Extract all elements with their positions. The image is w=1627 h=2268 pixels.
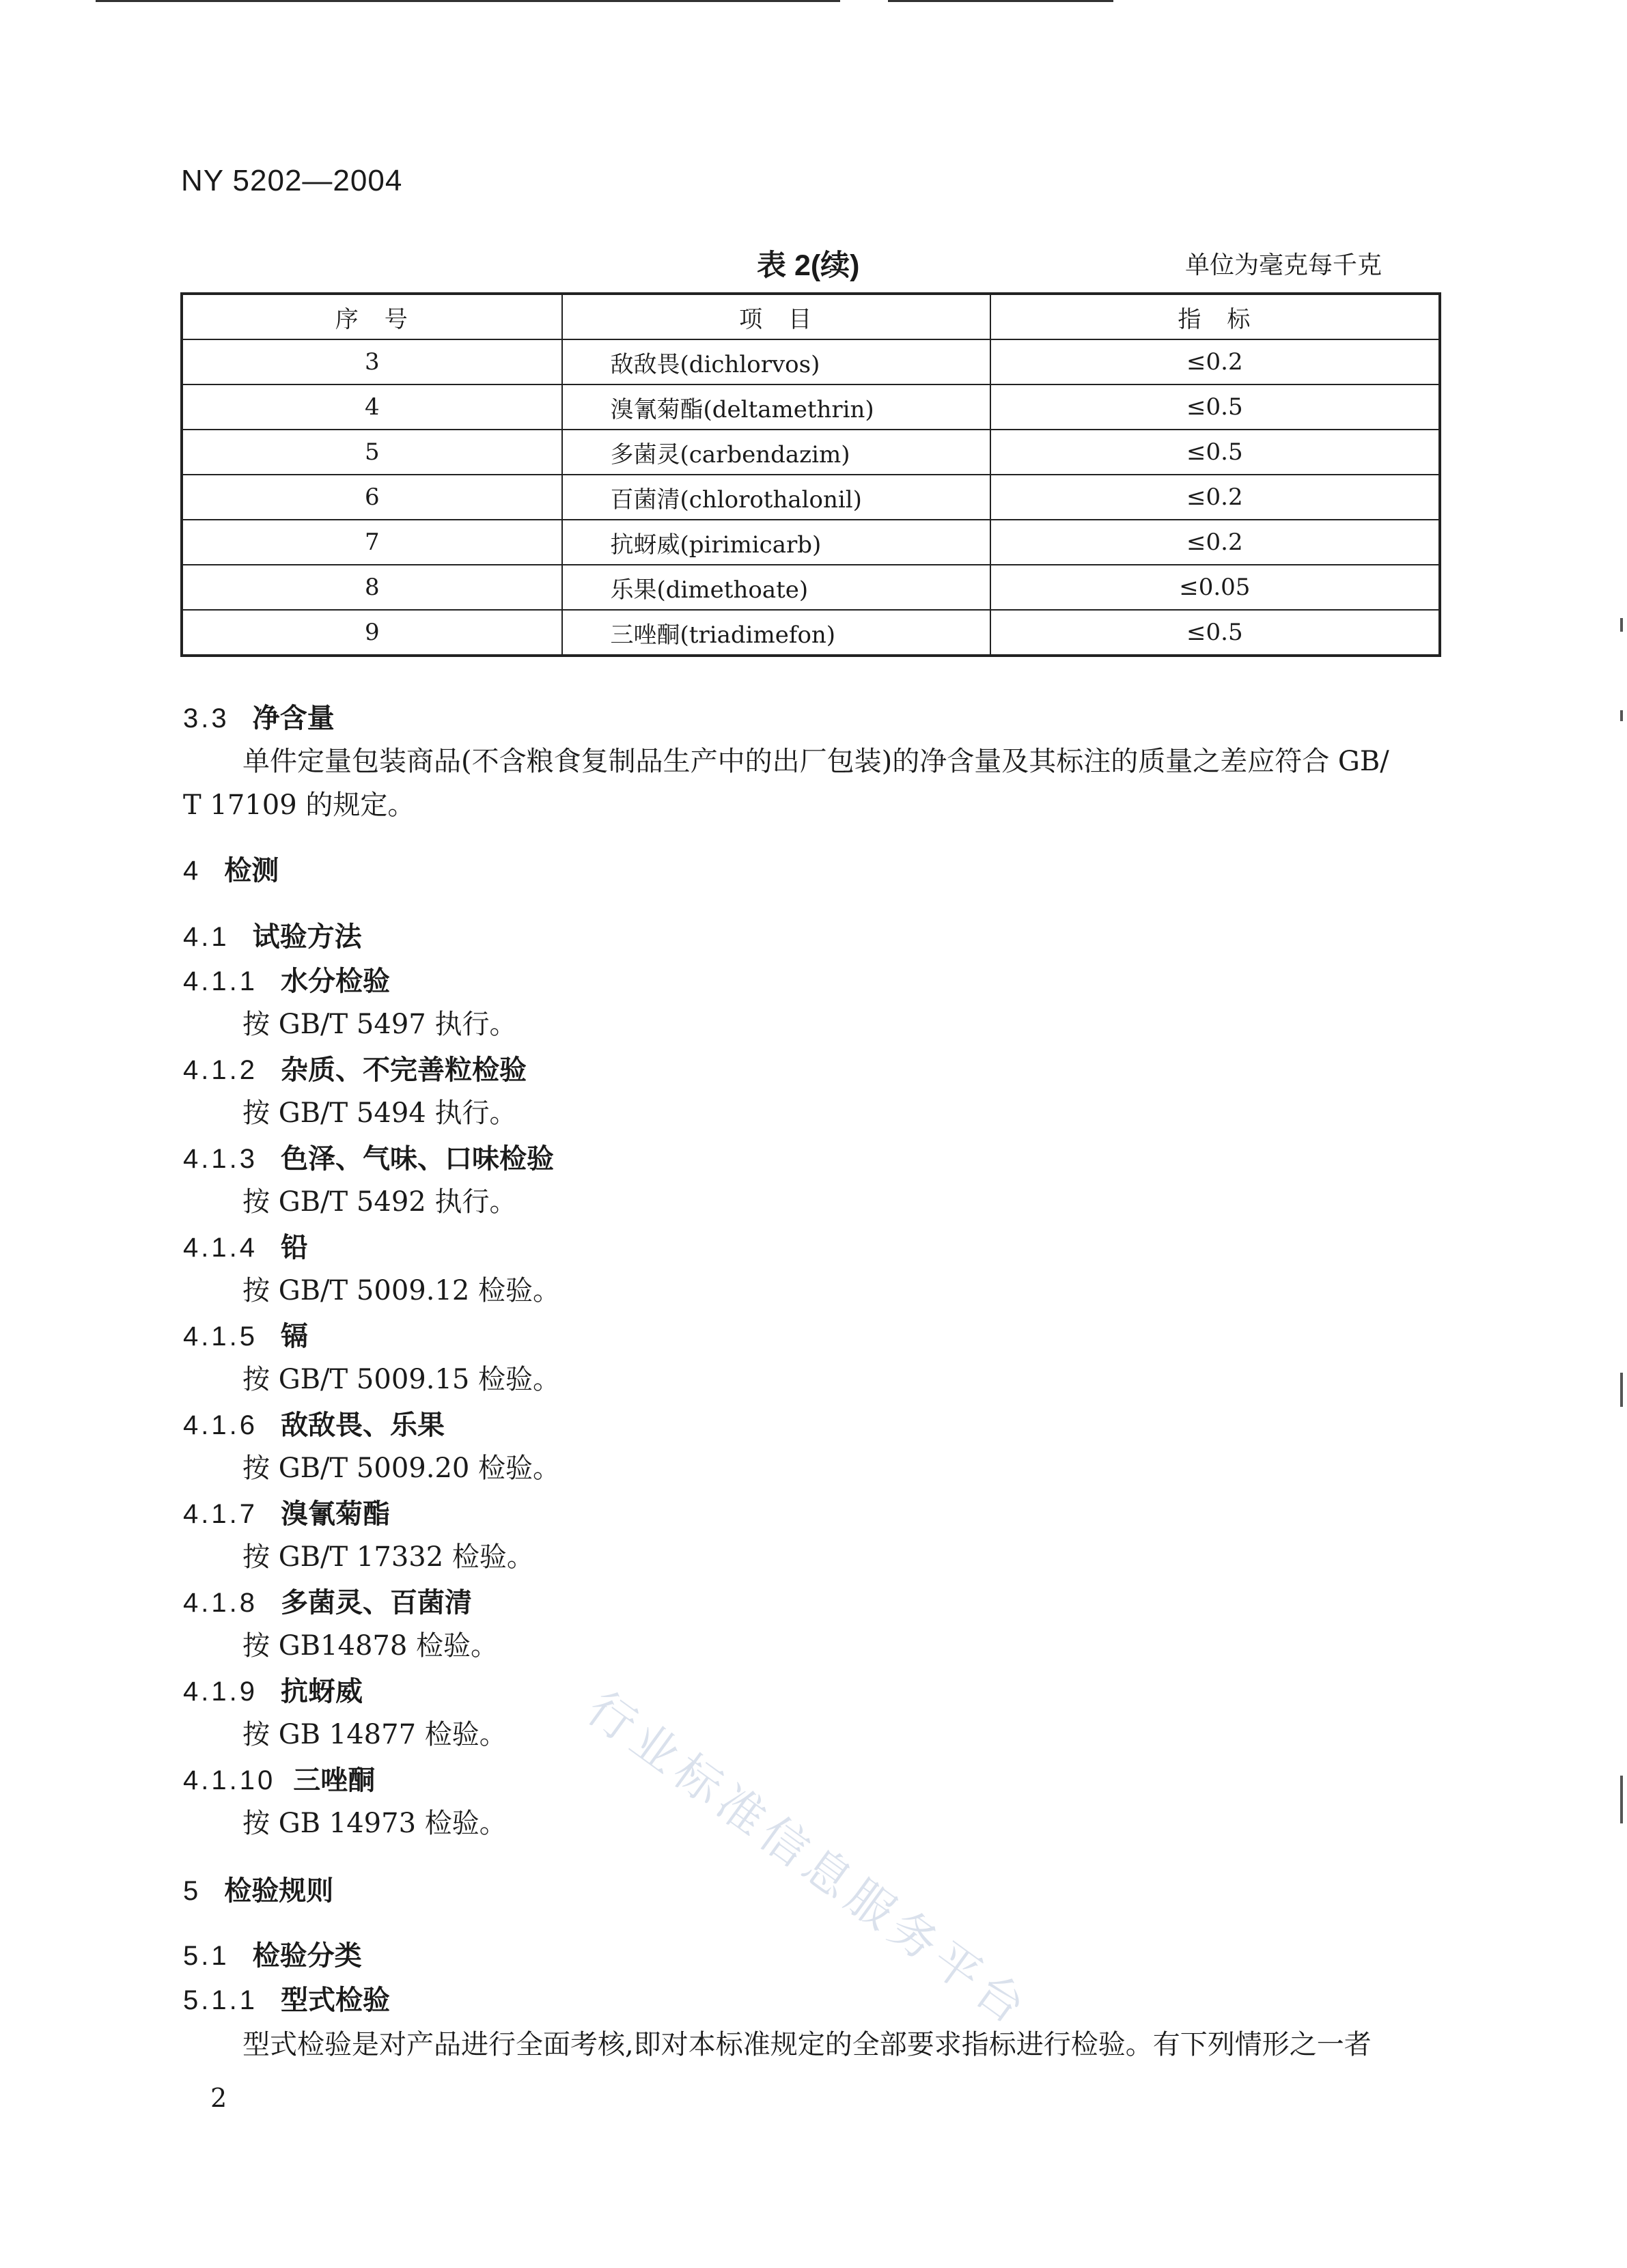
section-title: 镉 bbox=[280, 1321, 308, 1352]
section-heading-4-1-7 bbox=[183, 1492, 390, 1531]
paragraph-line: 按 GB/T 5009.12 检验。 bbox=[242, 1275, 561, 1306]
section-number: 5.1 bbox=[183, 1941, 230, 1971]
row-item: 多菌灵(carbendazim) bbox=[562, 430, 990, 475]
section-title: 杂质、不完善粒检验 bbox=[280, 1055, 527, 1085]
section-heading-4-1-8 bbox=[183, 1581, 472, 1620]
table-row bbox=[182, 475, 1440, 520]
section-title: 铅 bbox=[280, 1233, 308, 1263]
section-heading-4-1-3 bbox=[183, 1137, 554, 1176]
section-number: 4.1.5 bbox=[183, 1321, 258, 1352]
section-title: 多菌灵、百菌清 bbox=[280, 1588, 472, 1618]
paragraph-line: 按 GB14878 检验。 bbox=[242, 1630, 499, 1662]
row-no: 9 bbox=[182, 610, 562, 656]
page-number: 2 bbox=[210, 2083, 227, 2113]
row-no: 4 bbox=[182, 384, 562, 430]
section-number: 3.3 bbox=[183, 703, 230, 733]
section-number: 5.1.1 bbox=[183, 1985, 258, 2015]
paragraph-line: 型式检验是对产品进行全面考核,即对本标准规定的全部要求指标进行检验。有下列情形之一者 bbox=[242, 2029, 1372, 2060]
section-heading-4-1 bbox=[183, 915, 362, 954]
row-value: ≤0.2 bbox=[990, 339, 1440, 384]
top-rule-left bbox=[96, 0, 840, 2]
header-no: 序 号 bbox=[182, 294, 562, 339]
row-value: ≤0.2 bbox=[990, 520, 1440, 565]
row-no: 6 bbox=[182, 475, 562, 520]
paragraph-line: 按 GB/T 5497 执行。 bbox=[242, 1009, 517, 1040]
row-no: 7 bbox=[182, 520, 562, 565]
table-row bbox=[182, 339, 1440, 384]
table-row bbox=[182, 430, 1440, 475]
section-title: 溴氰菊酯 bbox=[280, 1499, 390, 1529]
row-item: 敌敌畏(dichlorvos) bbox=[562, 339, 990, 384]
section-heading-4-1-9 bbox=[183, 1670, 363, 1709]
section-title: 型式检验 bbox=[280, 1985, 390, 2015]
row-no: 5 bbox=[182, 430, 562, 475]
section-heading-4-1-5 bbox=[183, 1315, 308, 1354]
section-heading-5-1-1 bbox=[183, 1978, 390, 2017]
table-row bbox=[182, 384, 1440, 430]
section-title: 三唑酮 bbox=[293, 1765, 376, 1795]
table-row bbox=[182, 610, 1440, 656]
section-heading-4 bbox=[183, 849, 279, 888]
row-item: 抗蚜威(pirimicarb) bbox=[562, 520, 990, 565]
row-value: ≤0.05 bbox=[990, 565, 1440, 610]
row-value: ≤0.5 bbox=[990, 610, 1440, 656]
scan-edge-mark bbox=[1620, 1373, 1623, 1407]
scan-edge-mark bbox=[1620, 1776, 1623, 1823]
row-no: 3 bbox=[182, 339, 562, 384]
section-heading-4-1-2 bbox=[183, 1048, 527, 1087]
section-number: 4 bbox=[183, 856, 201, 886]
section-number: 4.1.6 bbox=[183, 1410, 258, 1440]
limits-table bbox=[180, 292, 1441, 657]
paragraph-line: 单件定量包装商品(不含粮食复制品生产中的出厂包装)的净含量及其标注的质量之差应符合 GB/ bbox=[242, 746, 1389, 777]
section-number: 4.1.8 bbox=[183, 1588, 258, 1618]
table-row bbox=[182, 520, 1440, 565]
section-title: 检测 bbox=[224, 856, 279, 886]
unit-note: 单位为毫克每千克 bbox=[1185, 251, 1382, 279]
section-heading-5 bbox=[183, 1869, 333, 1908]
table-caption: 表 2(续) bbox=[757, 249, 860, 282]
section-title: 抗蚜威 bbox=[280, 1677, 363, 1707]
row-value: ≤0.2 bbox=[990, 475, 1440, 520]
header-item: 项 目 bbox=[562, 294, 990, 339]
section-heading-3-3 bbox=[183, 697, 335, 736]
paragraph-line: T 17109 的规定。 bbox=[183, 789, 415, 821]
standard-code: NY 5202—2004 bbox=[181, 164, 403, 197]
watermark: 行业标准信息服务平台 bbox=[576, 1681, 1040, 2039]
section-heading-4-1-10 bbox=[183, 1759, 375, 1797]
section-title: 敌敌畏、乐果 bbox=[280, 1410, 445, 1440]
section-number: 4.1.4 bbox=[183, 1233, 258, 1263]
section-number: 4.1.10 bbox=[183, 1765, 276, 1795]
section-heading-4-1-6 bbox=[183, 1403, 445, 1442]
scan-edge-mark bbox=[1620, 618, 1623, 632]
paragraph-line: 按 GB/T 5009.15 检验。 bbox=[242, 1364, 561, 1395]
section-heading-5-1 bbox=[183, 1934, 362, 1973]
paragraph-line: 按 GB/T 5009.20 检验。 bbox=[242, 1453, 561, 1484]
row-item: 百菌清(chlorothalonil) bbox=[562, 475, 990, 520]
paragraph-line: 按 GB/T 17332 检验。 bbox=[242, 1541, 534, 1573]
paragraph-line: 按 GB 14877 检验。 bbox=[242, 1719, 507, 1750]
table-header-row bbox=[182, 294, 1440, 339]
scan-edge-mark bbox=[1620, 710, 1623, 721]
table-row bbox=[182, 565, 1440, 610]
section-title: 色泽、气味、口味检验 bbox=[280, 1144, 554, 1174]
paragraph-line: 按 GB 14973 检验。 bbox=[242, 1808, 507, 1839]
section-number: 4.1.1 bbox=[183, 966, 258, 996]
row-value: ≤0.5 bbox=[990, 430, 1440, 475]
row-no: 8 bbox=[182, 565, 562, 610]
section-title: 试验方法 bbox=[252, 922, 362, 952]
section-title: 检验分类 bbox=[252, 1941, 362, 1971]
row-value: ≤0.5 bbox=[990, 384, 1440, 430]
paragraph-line: 按 GB/T 5494 执行。 bbox=[242, 1097, 517, 1129]
row-item: 乐果(dimethoate) bbox=[562, 565, 990, 610]
section-number: 4.1.3 bbox=[183, 1144, 258, 1174]
section-number: 4.1.7 bbox=[183, 1499, 258, 1529]
paragraph-line: 按 GB/T 5492 执行。 bbox=[242, 1186, 517, 1218]
section-title: 净含量 bbox=[252, 703, 335, 733]
section-heading-4-1-4 bbox=[183, 1226, 308, 1265]
section-number: 4.1.2 bbox=[183, 1055, 258, 1085]
section-heading-4-1-1 bbox=[183, 960, 390, 998]
row-item: 溴氰菊酯(deltamethrin) bbox=[562, 384, 990, 430]
section-title: 水分检验 bbox=[280, 966, 390, 996]
section-number: 4.1 bbox=[183, 922, 230, 952]
section-title: 检验规则 bbox=[224, 1876, 334, 1906]
header-value: 指 标 bbox=[990, 294, 1440, 339]
top-rule-right bbox=[888, 0, 1113, 2]
section-number: 5 bbox=[183, 1876, 201, 1906]
row-item: 三唑酮(triadimefon) bbox=[562, 610, 990, 656]
section-number: 4.1.9 bbox=[183, 1677, 258, 1707]
